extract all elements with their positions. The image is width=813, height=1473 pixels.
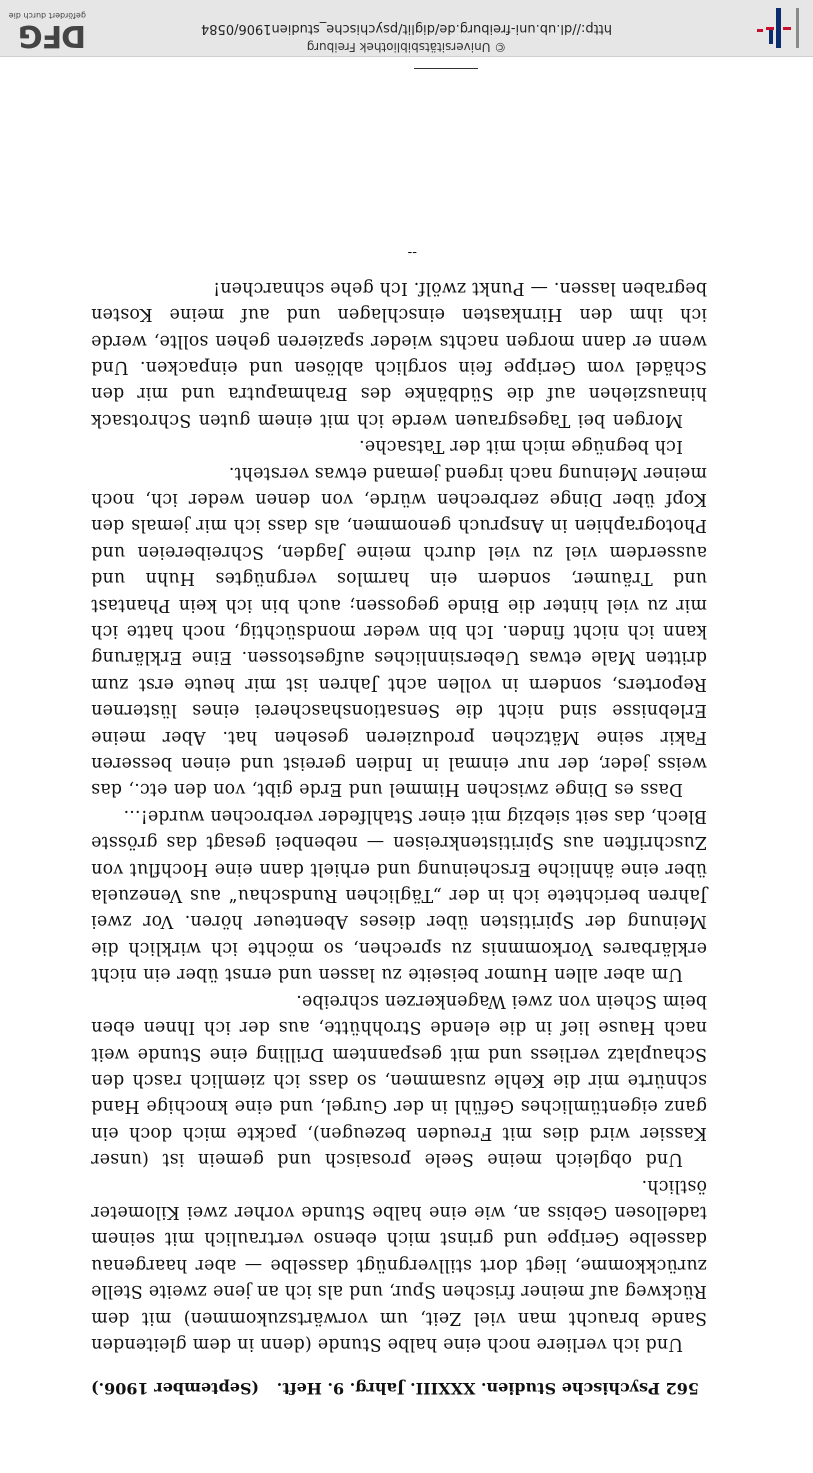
paragraph: Um aber allen Humor beiseite zu lassen und ernst über ein nicht erklärbares Vorkommnis zu sprechen, so möchte ich wirklich die Meinung der Spiritisten über dieses Abenteuer hören. Vor zwei Jahren berichtete ich in der „Täglichen Rundschau“ aus Venezuela über eine ähnliche Erscheinung und erhielt dann eine Hochflut von Zuschriften aus Spiritistenkreisen — nebenbei gesagt das grösste Blech, das seit siebzig mit einer Stahlfeder verbrochen wurde!...: [91, 805, 707, 985]
paragraph: Dass es Dinge zwischen Himmel und Erde gibt, von den etc., das weiss jeder, der nur einmal in Indien gereist und einen besseren Fakir seine Mätzchen produzieren gesehen hat. Aber meine Erlebnisse sind nicht die Sensationshascherei eines lüsternen Reporters, sondern in vollen acht Jahren ist mir heute erst zum dritten Male etwas Uebersinnliches aufgestossen. Eine Erklärung kann ich nicht finden. Ich bin weder mondsüchtig, noch hatte ich mir zu viel hinter die Binde gegossen; auch bin ich kein Phantast und Träumer, sondern ein harmlos vergnügtes Huhn und ausserdem viel zu viel durch meine Jagden, Schreibereien und Photographien in Anspruch genommen, als dass ich mir jemals den Kopf über Dinge zerbrechen würde, von denen weder ich, noch meiner Meinung nach irgend jemand etwas versteht.: [91, 462, 707, 800]
dfg-icon: DFG: [18, 18, 86, 53]
page-url[interactable]: http://dl.ub.uni-freiburg.de/diglit/psychische_studien1906/0584: [200, 21, 613, 36]
paragraph: Ich begnüge mich mit der Tatsache.: [358, 436, 683, 457]
paragraph: Morgen bei Tagesgrauen werde ich mit einem guten Schrotsack hinausziehen auf die Südbänke des Brahmaputra und mir den Schädel vom Gerippe fein sorglich ablösen und einpacken. Und wenn er dann morgen nachts wieder spazieren gehen sollte, werde ich ihm den Hirnkasten einschlagen und auf meine Kosten begraben lassen. — Punkt zwölf. Ich gehe schnarchen!: [91, 277, 707, 430]
paragraph: Und obgleich meine Seele prosaisch und gemein ist (unser Kassier wird dies mit Freuden bezeugen), packte mich doch ein ganz eigentümliches Gefühl in der Gurgel, und eine knochige Hand schnürte mir die Kehle zusammen, so dass ich ziemlich rasch den Schauplatz verliess und mit gespanntem Drilling eine Stunde weit nach Hause lief in die elende Strohhütte, aus der ich Ihnen eben beim Schein von zwei Wagenkerzen schreibe.: [91, 990, 707, 1170]
running-head-date: (September 1906.): [91, 1379, 260, 1398]
body-text: [91, 274, 707, 1357]
running-head: [91, 1375, 707, 1401]
page-end-rule: [414, 68, 478, 69]
copyright-notice: © Universitätsbibliothek Freiburg: [306, 40, 507, 54]
running-head-title: 562 Psychische Studien. XXXIII. Jahrg. 9. Heft.: [276, 1379, 699, 1398]
book-page: [91, 246, 707, 1401]
dfg-caption: gefördert durch die: [8, 11, 86, 20]
paragraph: Und ich verliere noch eine halbe Stunde (denn in dem gleitenden Sande braucht man viel Zeit, um vorwärtszukommen) mit dem Rückweg auf meiner frischen Spur, und als ich an jene zweite Stelle zurückkomme, liegt dort stillvergnügt dasselbe — aber haargenau dasselbe Gerippe und grinst mich ebenso vertraulich mit seinem tadellosen Gebiss an, wie eine halbe Stunde vorher zwei Kilometer östlich.: [91, 1175, 707, 1354]
dfg-logo[interactable]: [0, 4, 86, 53]
viewer-footer-bar: [0, 0, 813, 57]
section-separator: --: [407, 245, 417, 262]
